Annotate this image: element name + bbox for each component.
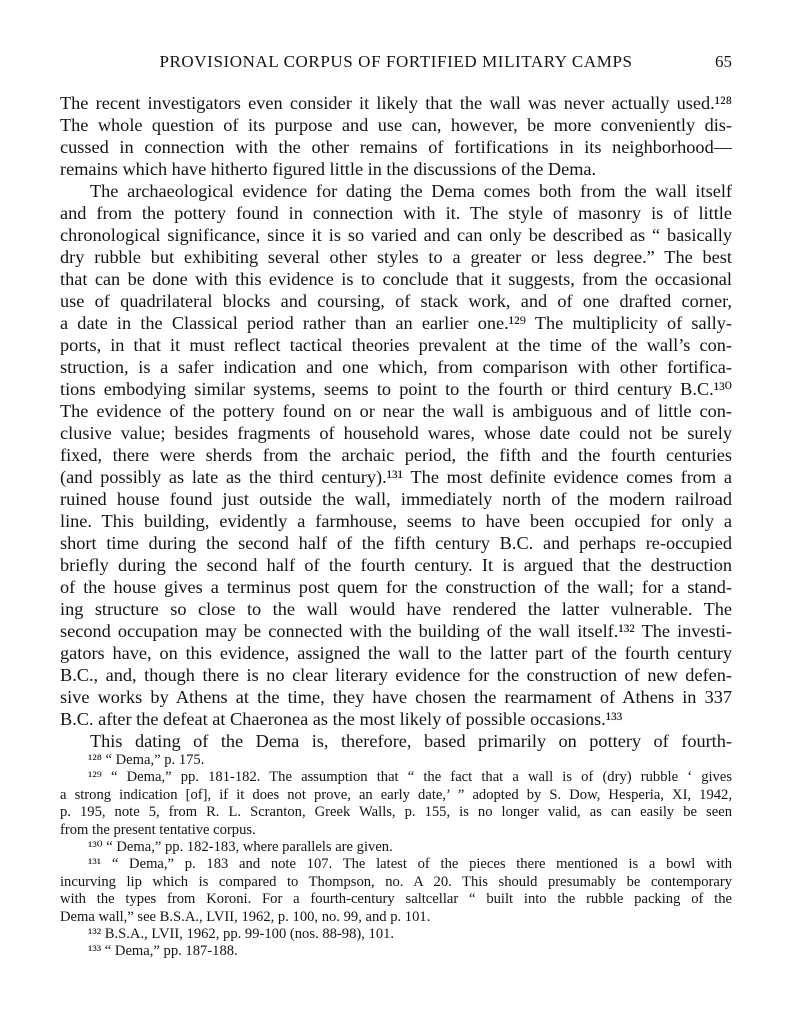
body-line: ports, in that it must reflect tactical theories prevalent at the time of the wall’s con-: [60, 335, 732, 355]
footnote-line: from the present tentative corpus.: [60, 821, 256, 838]
body-line: and from the pottery found in connection with it. The style of masonry is of little: [60, 203, 732, 223]
body-line: ing structure so close to the wall would have rendered the latter vulnerable. The: [60, 599, 732, 619]
body-line: fixed, there were sherds from the archaic period, the fifth and the fourth centuries: [60, 445, 732, 465]
body-line: chronological significance, since it is so varied and can only be described as “ basically: [60, 225, 732, 245]
body-line: struction, is a safer indication and one which, from comparison with other fortifica-: [60, 357, 732, 377]
body-line: The evidence of the pottery found on or near the wall is ambiguous and of little con-: [60, 401, 732, 421]
footnote-line: ¹³⁰ “ Dema,” pp. 182-183, where parallels are given.: [88, 838, 393, 855]
body-line: cussed in connection with the other remains of fortifications in its neighborhood—: [60, 137, 732, 157]
body-line: tions embodying similar systems, seems to point to the fourth or third century B.C.¹³⁰: [60, 379, 732, 399]
body-line: second occupation may be connected with the building of the wall itself.¹³² The investi-: [60, 621, 732, 641]
body-line: line. This building, evidently a farmhouse, seems to have been occupied for only a: [60, 511, 732, 531]
running-title: PROVISIONAL CORPUS OF FORTIFIED MILITARY CAMPS: [159, 52, 633, 71]
body-line: B.C. after the defeat at Chaeronea as the most likely of possible occasions.¹³³: [60, 709, 623, 729]
body-line: a date in the Classical period rather than an earlier one.¹²⁹ The multiplicity of sally-: [60, 313, 732, 333]
body-line: sive works by Athens at the time, they have chosen the rearmament of Athens in 337: [60, 687, 732, 707]
body-line: B.C., and, though there is no clear literary evidence for the construction of new defen-: [60, 665, 732, 685]
body-line: ruined house found just outside the wall, immediately north of the modern railroad: [60, 489, 732, 509]
footnote-line: incurving lip which is compared to Thompson, no. A 20. This should presumably be contemporary: [60, 873, 732, 890]
footnote-line: a strong indication [of], if it does not prove, an early date,’ ” adopted by S. Dow, Hesperia, XI, 1942,: [60, 786, 732, 803]
body-line: The archaeological evidence for dating the Dema comes both from the wall itself: [90, 181, 732, 201]
footnote-line: Dema wall,” see B.S.A., LVII, 1962, p. 100, no. 99, and p. 101.: [60, 908, 431, 925]
body-line: (and possibly as late as the third century).¹³¹ The most definite evidence comes from a: [60, 467, 732, 487]
footnote-line: ¹²⁹ “ Dema,” pp. 181-182. The assumption that “ the fact that a wall is of (dry) rubble ‘ gives: [88, 769, 732, 786]
body-line: use of quadrilateral blocks and coursing, of stack work, and of one drafted corner,: [60, 291, 732, 311]
page-number: 65: [715, 52, 732, 71]
body-line: briefly during the second half of the fourth century. It is argued that the destruction: [60, 555, 732, 575]
body-line: dry rubble but exhibiting several other styles to a greater or less degree.” The best: [60, 247, 732, 267]
body-line: The whole question of its purpose and use can, however, be more conveniently dis-: [60, 115, 732, 135]
footnote-line: ¹²⁸ “ Dema,” p. 175.: [88, 752, 205, 768]
footnote-line: p. 195, note 5, from R. L. Scranton, Greek Walls, p. 155, is no longer valid, as can easily be seen: [60, 804, 732, 821]
body-line: gators have, on this evidence, assigned the wall to the latter part of the fourth century: [60, 643, 732, 663]
footnotes: [60, 752, 732, 961]
body-line: clusive value; besides fragments of household wares, whose date could not be surely: [60, 423, 732, 443]
footnote-line: with the types from Koroni. For a fourth-century saltcellar “ built into the rubble packing of the: [60, 891, 732, 908]
footnote-line: ¹³² B.S.A., LVII, 1962, pp. 99-100 (nos. 88-98), 101.: [88, 925, 395, 942]
footnote-line: ¹³³ “ Dema,” pp. 187-188.: [88, 943, 238, 960]
body-line: The recent investigators even consider it likely that the wall was never actually used.¹²⁸: [60, 93, 732, 113]
body-line: that can be done with this evidence is to conclude that it suggests, from the occasional: [60, 269, 732, 289]
body-line: of the house gives a terminus post quem for the construction of the wall; for a stand-: [60, 577, 732, 597]
body-line: This dating of the Dema is, therefore, based primarily on pottery of fourth-: [90, 731, 732, 751]
footnote-line: ¹³¹ “ Dema,” p. 183 and note 107. The latest of the pieces there mentioned is a bowl with: [88, 856, 732, 873]
body-line: short time during the second half of the fifth century B.C. and perhaps re-occupied: [60, 533, 732, 553]
body-text: [60, 92, 732, 752]
body-line: remains which have hitherto figured little in the discussions of the Dema.: [60, 159, 597, 179]
page-header: [60, 52, 732, 80]
